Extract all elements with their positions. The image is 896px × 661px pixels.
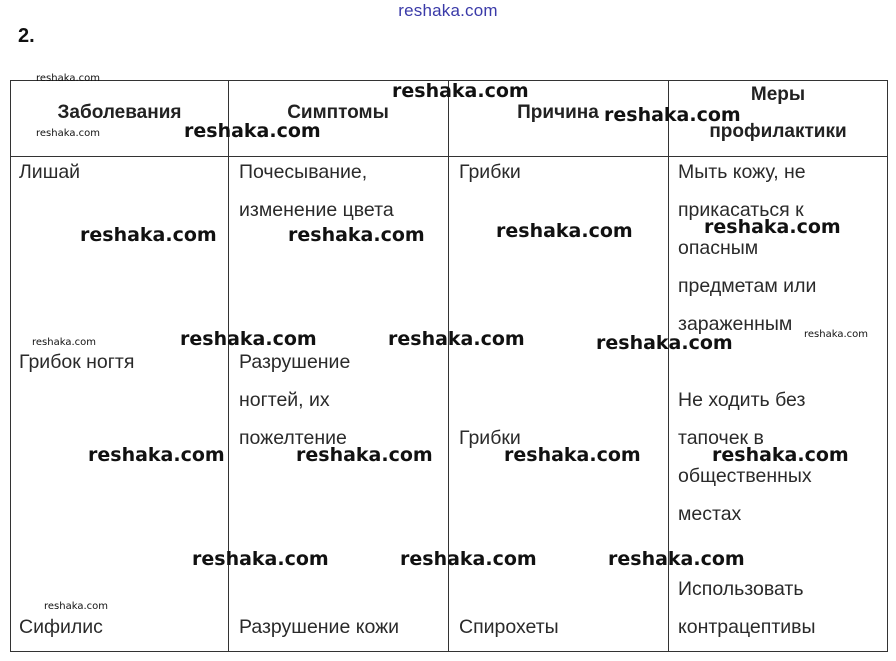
- table-cell-prevention: местах: [678, 503, 742, 525]
- table-cell-prevention: опасным: [678, 237, 759, 259]
- table-cell-prevention: тапочек в: [678, 427, 764, 449]
- watermark: reshaka.com: [496, 220, 633, 242]
- column-header-cause: Причина: [517, 102, 599, 123]
- watermark: reshaka.com: [504, 444, 641, 466]
- table-cell-symptoms: Почесывание,: [239, 161, 368, 183]
- watermark: reshaka.com: [36, 128, 100, 139]
- table-cell-prevention: Мыть кожу, не: [678, 161, 806, 183]
- table-cell-cause: Спирохеты: [459, 616, 559, 638]
- table-cell-prevention: Использовать: [678, 578, 804, 600]
- table-cell-cause: Грибки: [459, 427, 521, 449]
- table-cell-prevention: прикасаться к: [678, 199, 804, 221]
- table-cell-cause: Грибки: [459, 161, 521, 183]
- watermark: reshaka.com: [608, 548, 745, 570]
- watermark: reshaka.com: [804, 329, 868, 340]
- table-cell-prevention: общественных: [678, 465, 812, 487]
- watermark: reshaka.com: [288, 224, 425, 246]
- watermark: reshaka.com: [388, 328, 525, 350]
- table-cell-symptoms: Разрушение: [239, 351, 351, 373]
- watermark: reshaka.com: [712, 444, 849, 466]
- table-cell-prevention: предметам или: [678, 275, 817, 297]
- watermark: reshaka.com: [704, 216, 841, 238]
- table-cell-symptoms: пожелтение: [239, 427, 347, 449]
- watermark: reshaka.com: [80, 224, 217, 246]
- watermark: reshaka.com: [32, 337, 96, 348]
- table-cell-prevention: контрацептивы: [678, 616, 816, 638]
- column-header-symptoms: Симптомы: [287, 102, 389, 123]
- watermark: reshaka.com: [192, 548, 329, 570]
- table-cell-symptoms: изменение цвета: [239, 199, 394, 221]
- table-cell-symptoms: ногтей, их: [239, 389, 330, 411]
- table-cell-disease: Грибок ногтя: [19, 351, 135, 373]
- task-number: 2.: [18, 25, 35, 47]
- column-header-prevention-line2: профилактики: [709, 121, 847, 142]
- table-cell-disease: Сифилис: [19, 616, 103, 638]
- watermark: reshaka.com: [180, 328, 317, 350]
- watermark: reshaka.com: [392, 80, 529, 102]
- site-header-link[interactable]: reshaka.com: [398, 1, 498, 20]
- watermark: reshaka.com: [596, 332, 733, 354]
- watermark: reshaka.com: [400, 548, 537, 570]
- watermark: reshaka.com: [88, 444, 225, 466]
- watermark: reshaka.com: [296, 444, 433, 466]
- table-cell-prevention: Не ходить без: [678, 389, 806, 411]
- watermark: reshaka.com: [44, 601, 108, 612]
- watermark: reshaka.com: [184, 120, 321, 142]
- watermark: reshaka.com: [604, 104, 741, 126]
- watermark: reshaka.com: [36, 73, 100, 84]
- table-cell-symptoms: Разрушение кожи: [239, 616, 400, 638]
- column-header-diseases: Заболевания: [57, 102, 182, 123]
- table-cell-prevention: зараженным: [678, 313, 793, 335]
- table-cell-disease: Лишай: [19, 161, 81, 183]
- column-header-prevention-line1: Меры: [750, 84, 806, 105]
